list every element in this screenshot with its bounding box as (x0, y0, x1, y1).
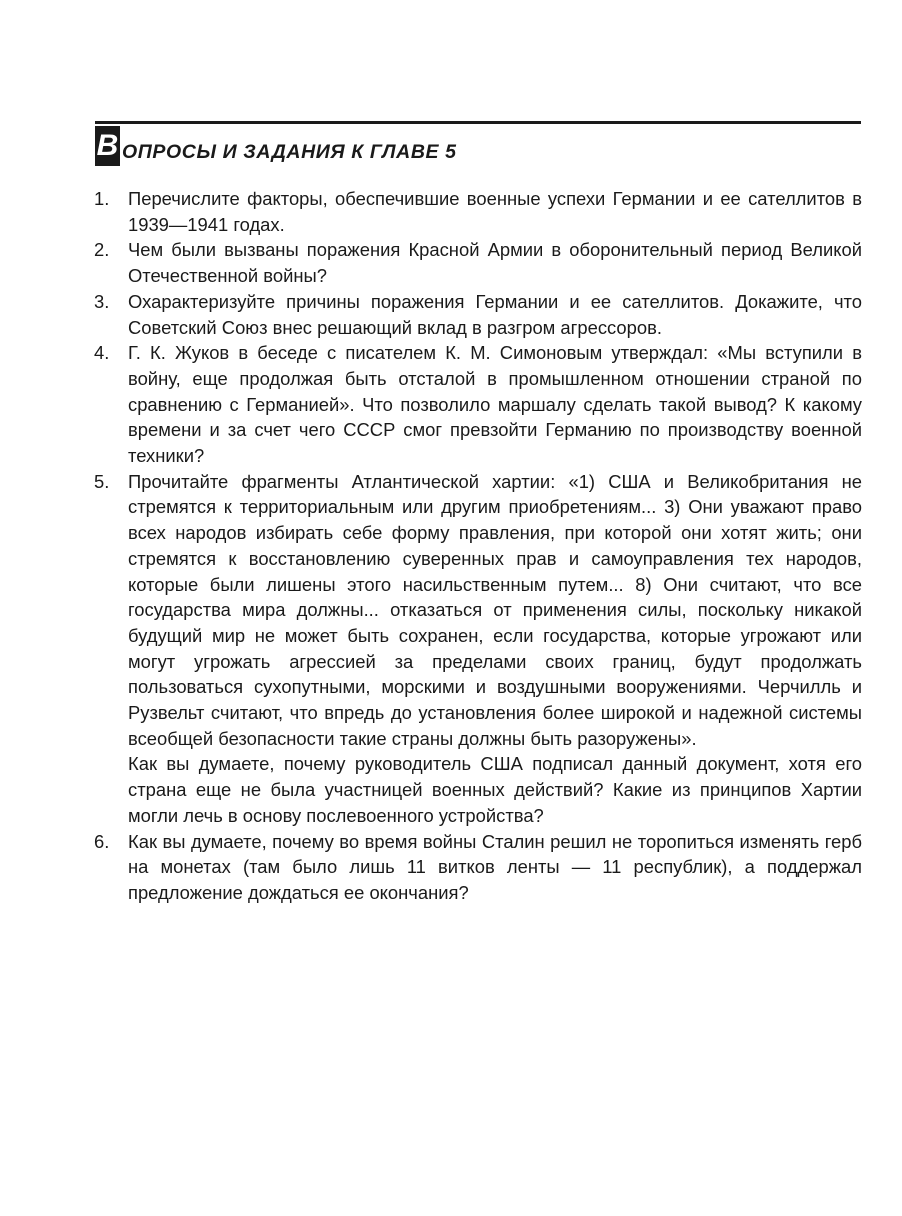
question-number: 6. (94, 830, 110, 852)
question-body (128, 237, 862, 288)
question-body (128, 340, 862, 469)
question-body (128, 186, 862, 237)
question-text: Чем были вызваны поражения Красной Армии в оборонительный период Великой Отечественной войны? (128, 239, 862, 287)
question-number: 3. (94, 290, 110, 312)
section-heading (95, 126, 457, 166)
charter-quote-text: Прочитайте фрагменты Атлантической хартии: «1) США и Великобритания не стремятся к территориальным или другим приобретениям... 3) Они уважают право всех народов избирать себе форму правления, при которой они хотят жить; они стремятся к восстановлению суверенных прав и самоуправления тех народов, которые были лишены этого насильственным путем... 8) Они считают, что все государства мира должны... отказаться от применения силы, поскольку никакой будущий мир не может быть сохранен, если государства, которые угрожают или могут угрожать агрессией за пределами своих границ, будут продолжать пользоваться сухопутными, морскими и воздушными вооружениями. Черчилль и Рузвельт считают, что впредь до установления более широкой и надежной системы всеобщей безопасности такие страны должны быть разоружены». (128, 470, 862, 749)
question-item (94, 237, 862, 288)
question-number: 4. (94, 342, 110, 364)
question-item (94, 289, 862, 340)
question-number: 5. (94, 470, 110, 492)
heading-text: ОПРОСЫ И ЗАДАНИЯ К ГЛАВЕ 5 (122, 141, 457, 163)
question-number: 1. (94, 188, 110, 209)
question-text: Перечислите факторы, обеспечившие военные успехи Германии и ее сателлитов в 1939—1941 годах. (128, 188, 862, 235)
question-item (94, 340, 862, 469)
question-body (128, 469, 862, 829)
questions-list (94, 186, 862, 906)
question-body (128, 829, 862, 906)
question-text: Как вы думаете, почему руководитель США подписал данный документ, хотя его страна еще не была участницей военных действий? Какие из принципов Хартии могли лечь в основу послевоенного устройства? (128, 753, 862, 826)
question-number: 2. (94, 239, 110, 261)
question-item (94, 829, 862, 906)
heading-initial-letter: В (95, 126, 120, 166)
question-text: Как вы думаете, почему во время войны Сталин решил не торопиться изменять герб на монетах (там было лишь 11 витков ленты — 11 республик), а поддержал предложение дождаться ее окончания? (128, 830, 862, 903)
question-text: Охарактеризуйте причины поражения Германии и ее сателлитов. Докажите, что Советский Союз внес решающий вклад в разгром агрессоров. (128, 290, 862, 338)
question-item (94, 186, 862, 237)
question-body (128, 289, 862, 340)
question-text: Г. К. Жуков в беседе с писателем К. М. Симоновым утверждал: «Мы вступили в войну, еще продолжая быть отсталой в промышленном отношении страной по сравнению с Германией». Что позволило маршалу сделать такой вывод? К какому времени и за счет чего СССР смог превзойти Германию по производству военной техники? (128, 342, 862, 467)
question-item (94, 469, 862, 829)
heading-rule (95, 121, 861, 124)
